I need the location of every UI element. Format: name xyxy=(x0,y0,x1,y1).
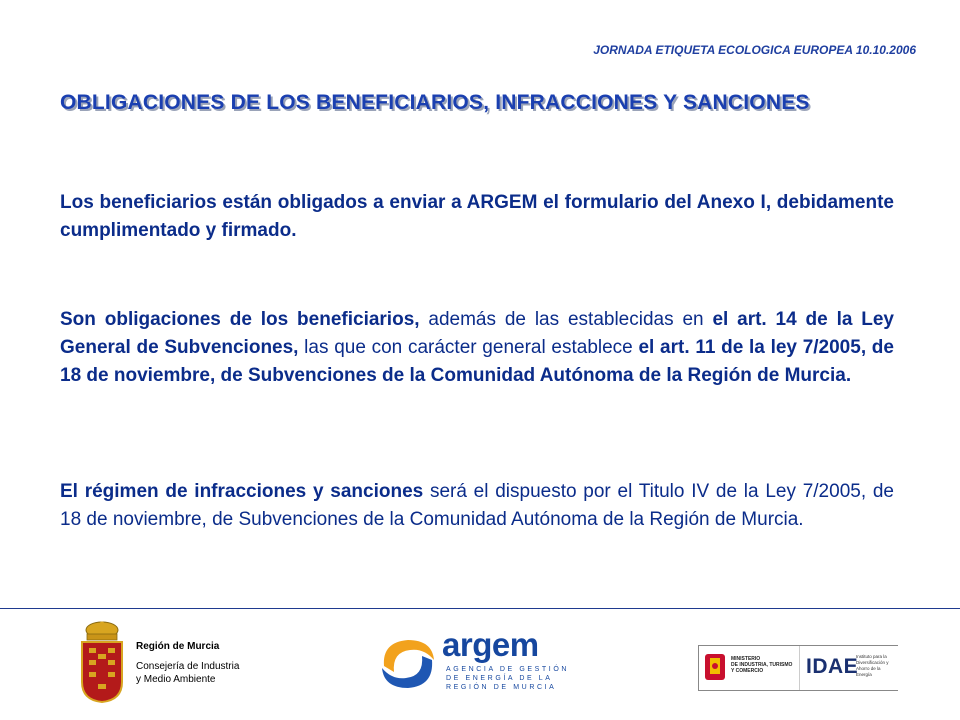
p2-segment-5: el art. 11 de la ley 7/2005, de 18 de noviembre, de Subvenciones de la Comunidad Autónoma de la Región de Murcia. xyxy=(60,337,894,386)
p2-segment-4: las que con carácter general establece xyxy=(298,337,639,358)
argem-logo xyxy=(376,626,570,698)
region-name: Región de Murcia xyxy=(136,641,220,652)
region-murcia-logo xyxy=(70,617,270,707)
idae-wordmark: IDAE xyxy=(806,655,859,678)
slide-title: OBLIGACIONES DE LOS BENEFICIARIOS, INFRACCIONES Y SANCIONES xyxy=(60,91,810,114)
p3-segment-1: El régimen de infracciones y sanciones xyxy=(60,481,424,502)
argem-tagline-line3: REGIÓN DE MURCIA xyxy=(446,684,557,691)
region-murcia-crest-icon xyxy=(78,620,126,704)
region-department-line1: Consejería de Industria xyxy=(136,661,240,672)
argem-swirl-icon xyxy=(376,632,440,694)
paragraph-beneficiary-obligations xyxy=(60,306,894,390)
ministry-text xyxy=(731,656,801,674)
region-department-line2: y Medio Ambiente xyxy=(136,674,216,685)
spain-coat-of-arms-icon xyxy=(703,652,727,682)
p2-segment-1: Son obligaciones de los beneficiarios, xyxy=(60,309,420,330)
ministry-idae-logo xyxy=(698,645,898,691)
paragraph-infractions-regime xyxy=(60,478,894,534)
argem-tagline-line2: DE ENERGÍA DE LA xyxy=(446,675,553,682)
event-header: JORNADA ETIQUETA ECOLOGICA EUROPEA 10.10.2006 xyxy=(593,43,916,57)
argem-wordmark: argem xyxy=(442,626,539,663)
idae-sub-line2: Diversificación y xyxy=(856,660,889,665)
p2-segment-2: además de las establecidas en xyxy=(419,309,713,330)
p2-segment-3: el art. 14 de la Ley General de Subvenciones, xyxy=(60,309,895,358)
idae-sub-line3: Ahorro de la Energía xyxy=(856,666,881,677)
argem-tagline xyxy=(446,665,569,692)
paragraph-obligations-form: Los beneficiarios están obligados a enviar a ARGEM el formulario del Anexo I, debidamente cumplimentado y firmado. xyxy=(60,192,894,241)
ministry-line2: DE INDUSTRIA, TURISMO xyxy=(731,662,793,668)
argem-tagline-line1: AGENCIA DE GESTIÓN xyxy=(446,666,570,673)
ministry-line1: MINISTERIO xyxy=(731,656,761,662)
idae-subtitle xyxy=(856,654,896,678)
p3-segment-2: será el dispuesto por el Titulo IV de la Ley 7/2005, de 18 de noviembre, de Subvenciones de la Comunidad Autónoma de la Región de Murcia. xyxy=(60,481,894,530)
ministry-line3: Y COMERCIO xyxy=(731,668,764,674)
footer-divider xyxy=(0,608,960,609)
idae-sub-line1: Instituto para la xyxy=(856,654,887,659)
idae-logo xyxy=(799,646,898,690)
